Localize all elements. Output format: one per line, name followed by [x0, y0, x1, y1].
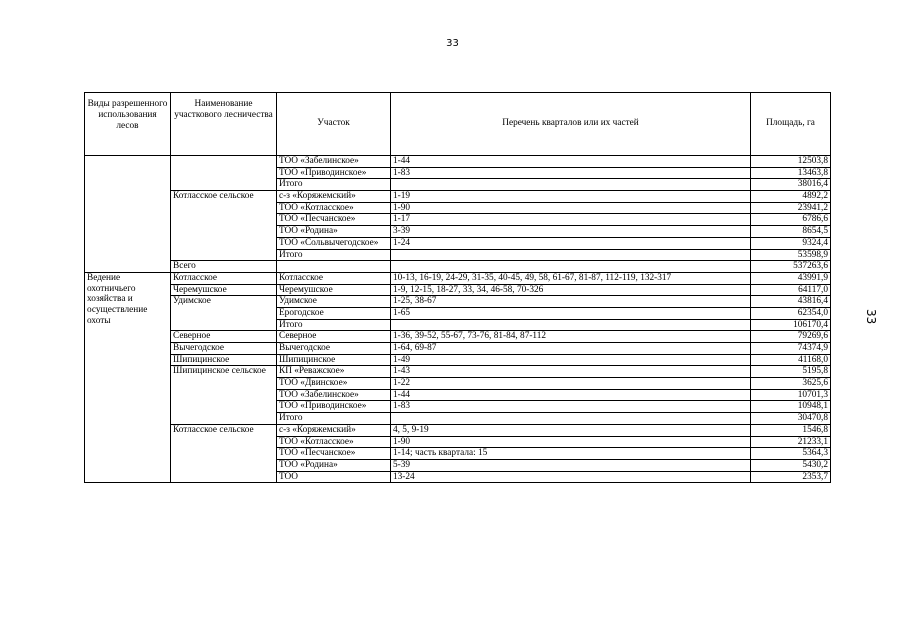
- cell-plot: Шипицинское: [277, 354, 391, 366]
- cell-district: Вычегодское: [171, 343, 277, 355]
- cell-plot: КП «Реважское»: [277, 366, 391, 378]
- cell-quarters: 10-13, 16-19, 24-29, 31-35, 40-45, 49, 58, 61-67, 81-87, 112-119, 132-317: [391, 272, 751, 284]
- table-row: [85, 366, 831, 378]
- cell-plot: [277, 261, 391, 273]
- cell-plot: Черемушское: [277, 284, 391, 296]
- cell-quarters: [391, 319, 751, 331]
- cell-district: Котласское сельское: [171, 191, 277, 261]
- cell-area: 5430,2: [751, 459, 831, 471]
- cell-plot: ТОО «Родина»: [277, 226, 391, 238]
- cell-area: 23941,2: [751, 202, 831, 214]
- table-row: [85, 284, 831, 296]
- cell-plot: Удимское: [277, 296, 391, 308]
- cell-area: 8654,5: [751, 226, 831, 238]
- cell-district: Черемушское: [171, 284, 277, 296]
- header-plot: Участок: [277, 93, 391, 156]
- cell-quarters: 1-64, 69-87: [391, 343, 751, 355]
- cell-quarters: 1-44: [391, 389, 751, 401]
- cell-quarters: 1-49: [391, 354, 751, 366]
- page-number: 33: [446, 38, 459, 49]
- cell-plot: ТОО «Песчанское»: [277, 448, 391, 460]
- cell-area: 5364,3: [751, 448, 831, 460]
- cell-quarters: 13-24: [391, 471, 751, 483]
- cell-plot: Итого: [277, 319, 391, 331]
- header-district: Наименование участкового лесничества: [171, 93, 277, 156]
- cell-district: Удимское: [171, 296, 277, 331]
- cell-plot: ТОО «Котласское»: [277, 436, 391, 448]
- table-row: [85, 261, 831, 273]
- cell-plot: ТОО «Забелинское»: [277, 156, 391, 168]
- cell-district-empty: [171, 156, 277, 191]
- cell-quarters: 1-83: [391, 167, 751, 179]
- table-row: [85, 296, 831, 308]
- cell-quarters: 4, 5, 9-19: [391, 424, 751, 436]
- cell-plot: ТОО «Двинское»: [277, 378, 391, 390]
- cell-plot: Итого: [277, 413, 391, 425]
- cell-quarters: 1-17: [391, 214, 751, 226]
- cell-district: Шипицинское: [171, 354, 277, 366]
- cell-area: 6786,6: [751, 214, 831, 226]
- header-kinds: Виды разрешенного использования лесов: [85, 93, 171, 156]
- cell-quarters: 1-36, 39-52, 55-67, 73-76, 81-84, 87-112: [391, 331, 751, 343]
- cell-district: Котласское сельское: [171, 424, 277, 482]
- cell-area: 1546,8: [751, 424, 831, 436]
- table-row: [85, 331, 831, 343]
- cell-area: 10701,3: [751, 389, 831, 401]
- cell-area: 79269,6: [751, 331, 831, 343]
- cell-plot: Итого: [277, 179, 391, 191]
- cell-quarters: [391, 261, 751, 273]
- cell-plot: ТОО «Забелинское»: [277, 389, 391, 401]
- header-quarters: Перечень кварталов или их частей: [391, 93, 751, 156]
- cell-area: 13463,8: [751, 167, 831, 179]
- cell-plot: ТОО «Родина»: [277, 459, 391, 471]
- cell-plot: с-з «Коряжемский»: [277, 424, 391, 436]
- cell-area: 2353,7: [751, 471, 831, 483]
- cell-area: 12503,8: [751, 156, 831, 168]
- cell-district: Шипицинское сельское: [171, 366, 277, 424]
- cell-plot: ТОО «Приводинское»: [277, 401, 391, 413]
- cell-quarters: 1-90: [391, 436, 751, 448]
- cell-area: 106170,4: [751, 319, 831, 331]
- cell-quarters: 1-44: [391, 156, 751, 168]
- cell-plot: Ерогодское: [277, 307, 391, 319]
- cell-quarters: [391, 249, 751, 261]
- cell-district: Всего: [171, 261, 277, 273]
- cell-plot: ТОО «Котласское»: [277, 202, 391, 214]
- cell-plot: ТОО «Сольвычегодское»: [277, 237, 391, 249]
- cell-plot: Вычегодское: [277, 343, 391, 355]
- cell-quarters: 1-25, 38-67: [391, 296, 751, 308]
- header-area: Площадь, га: [751, 93, 831, 156]
- cell-area: 74374,9: [751, 343, 831, 355]
- table-row: [85, 354, 831, 366]
- page-number-side: 33: [864, 309, 878, 325]
- cell-plot: с-з «Коряжемский»: [277, 191, 391, 203]
- cell-area: 9324,4: [751, 237, 831, 249]
- cell-area: 43816,4: [751, 296, 831, 308]
- cell-area: 5195,8: [751, 366, 831, 378]
- cell-quarters: 1-65: [391, 307, 751, 319]
- cell-quarters: 1-83: [391, 401, 751, 413]
- cell-quarters: 1-19: [391, 191, 751, 203]
- cell-district: Котласское: [171, 272, 277, 284]
- cell-quarters: 1-24: [391, 237, 751, 249]
- cell-quarters: 3-39: [391, 226, 751, 238]
- cell-plot: Северное: [277, 331, 391, 343]
- table-row: [85, 272, 831, 284]
- cell-area: 30470,8: [751, 413, 831, 425]
- table-row: [85, 343, 831, 355]
- cell-plot: ТОО: [277, 471, 391, 483]
- cell-area: 3625,6: [751, 378, 831, 390]
- cell-kinds: Ведение охотничьего хозяйства и осуществление охоты: [85, 272, 171, 482]
- forest-use-table: [84, 92, 831, 483]
- cell-plot: Итого: [277, 249, 391, 261]
- table-row: [85, 424, 831, 436]
- table-header-row: [85, 93, 831, 156]
- cell-area: 53598,9: [751, 249, 831, 261]
- cell-area: 4892,2: [751, 191, 831, 203]
- cell-quarters: 1-14; часть квартала: 15: [391, 448, 751, 460]
- cell-quarters: 5-39: [391, 459, 751, 471]
- cell-area: 38016,4: [751, 179, 831, 191]
- cell-plot: ТОО «Приводинское»: [277, 167, 391, 179]
- cell-area: 21233,1: [751, 436, 831, 448]
- cell-area: 43991,9: [751, 272, 831, 284]
- cell-quarters: 1-9, 12-15, 18-27, 33, 34, 46-58, 70-326: [391, 284, 751, 296]
- cell-kinds-empty: [85, 156, 171, 273]
- cell-quarters: 1-43: [391, 366, 751, 378]
- table-row: [85, 191, 831, 203]
- cell-area: 64117,0: [751, 284, 831, 296]
- cell-quarters: [391, 179, 751, 191]
- cell-district: Северное: [171, 331, 277, 343]
- cell-quarters: [391, 413, 751, 425]
- cell-area: 62354,0: [751, 307, 831, 319]
- cell-plot: ТОО «Песчанское»: [277, 214, 391, 226]
- cell-area: 41168,0: [751, 354, 831, 366]
- cell-area: 537263,6: [751, 261, 831, 273]
- table-row: [85, 156, 831, 168]
- cell-quarters: 1-22: [391, 378, 751, 390]
- cell-area: 10948,1: [751, 401, 831, 413]
- cell-plot: Котласское: [277, 272, 391, 284]
- cell-quarters: 1-90: [391, 202, 751, 214]
